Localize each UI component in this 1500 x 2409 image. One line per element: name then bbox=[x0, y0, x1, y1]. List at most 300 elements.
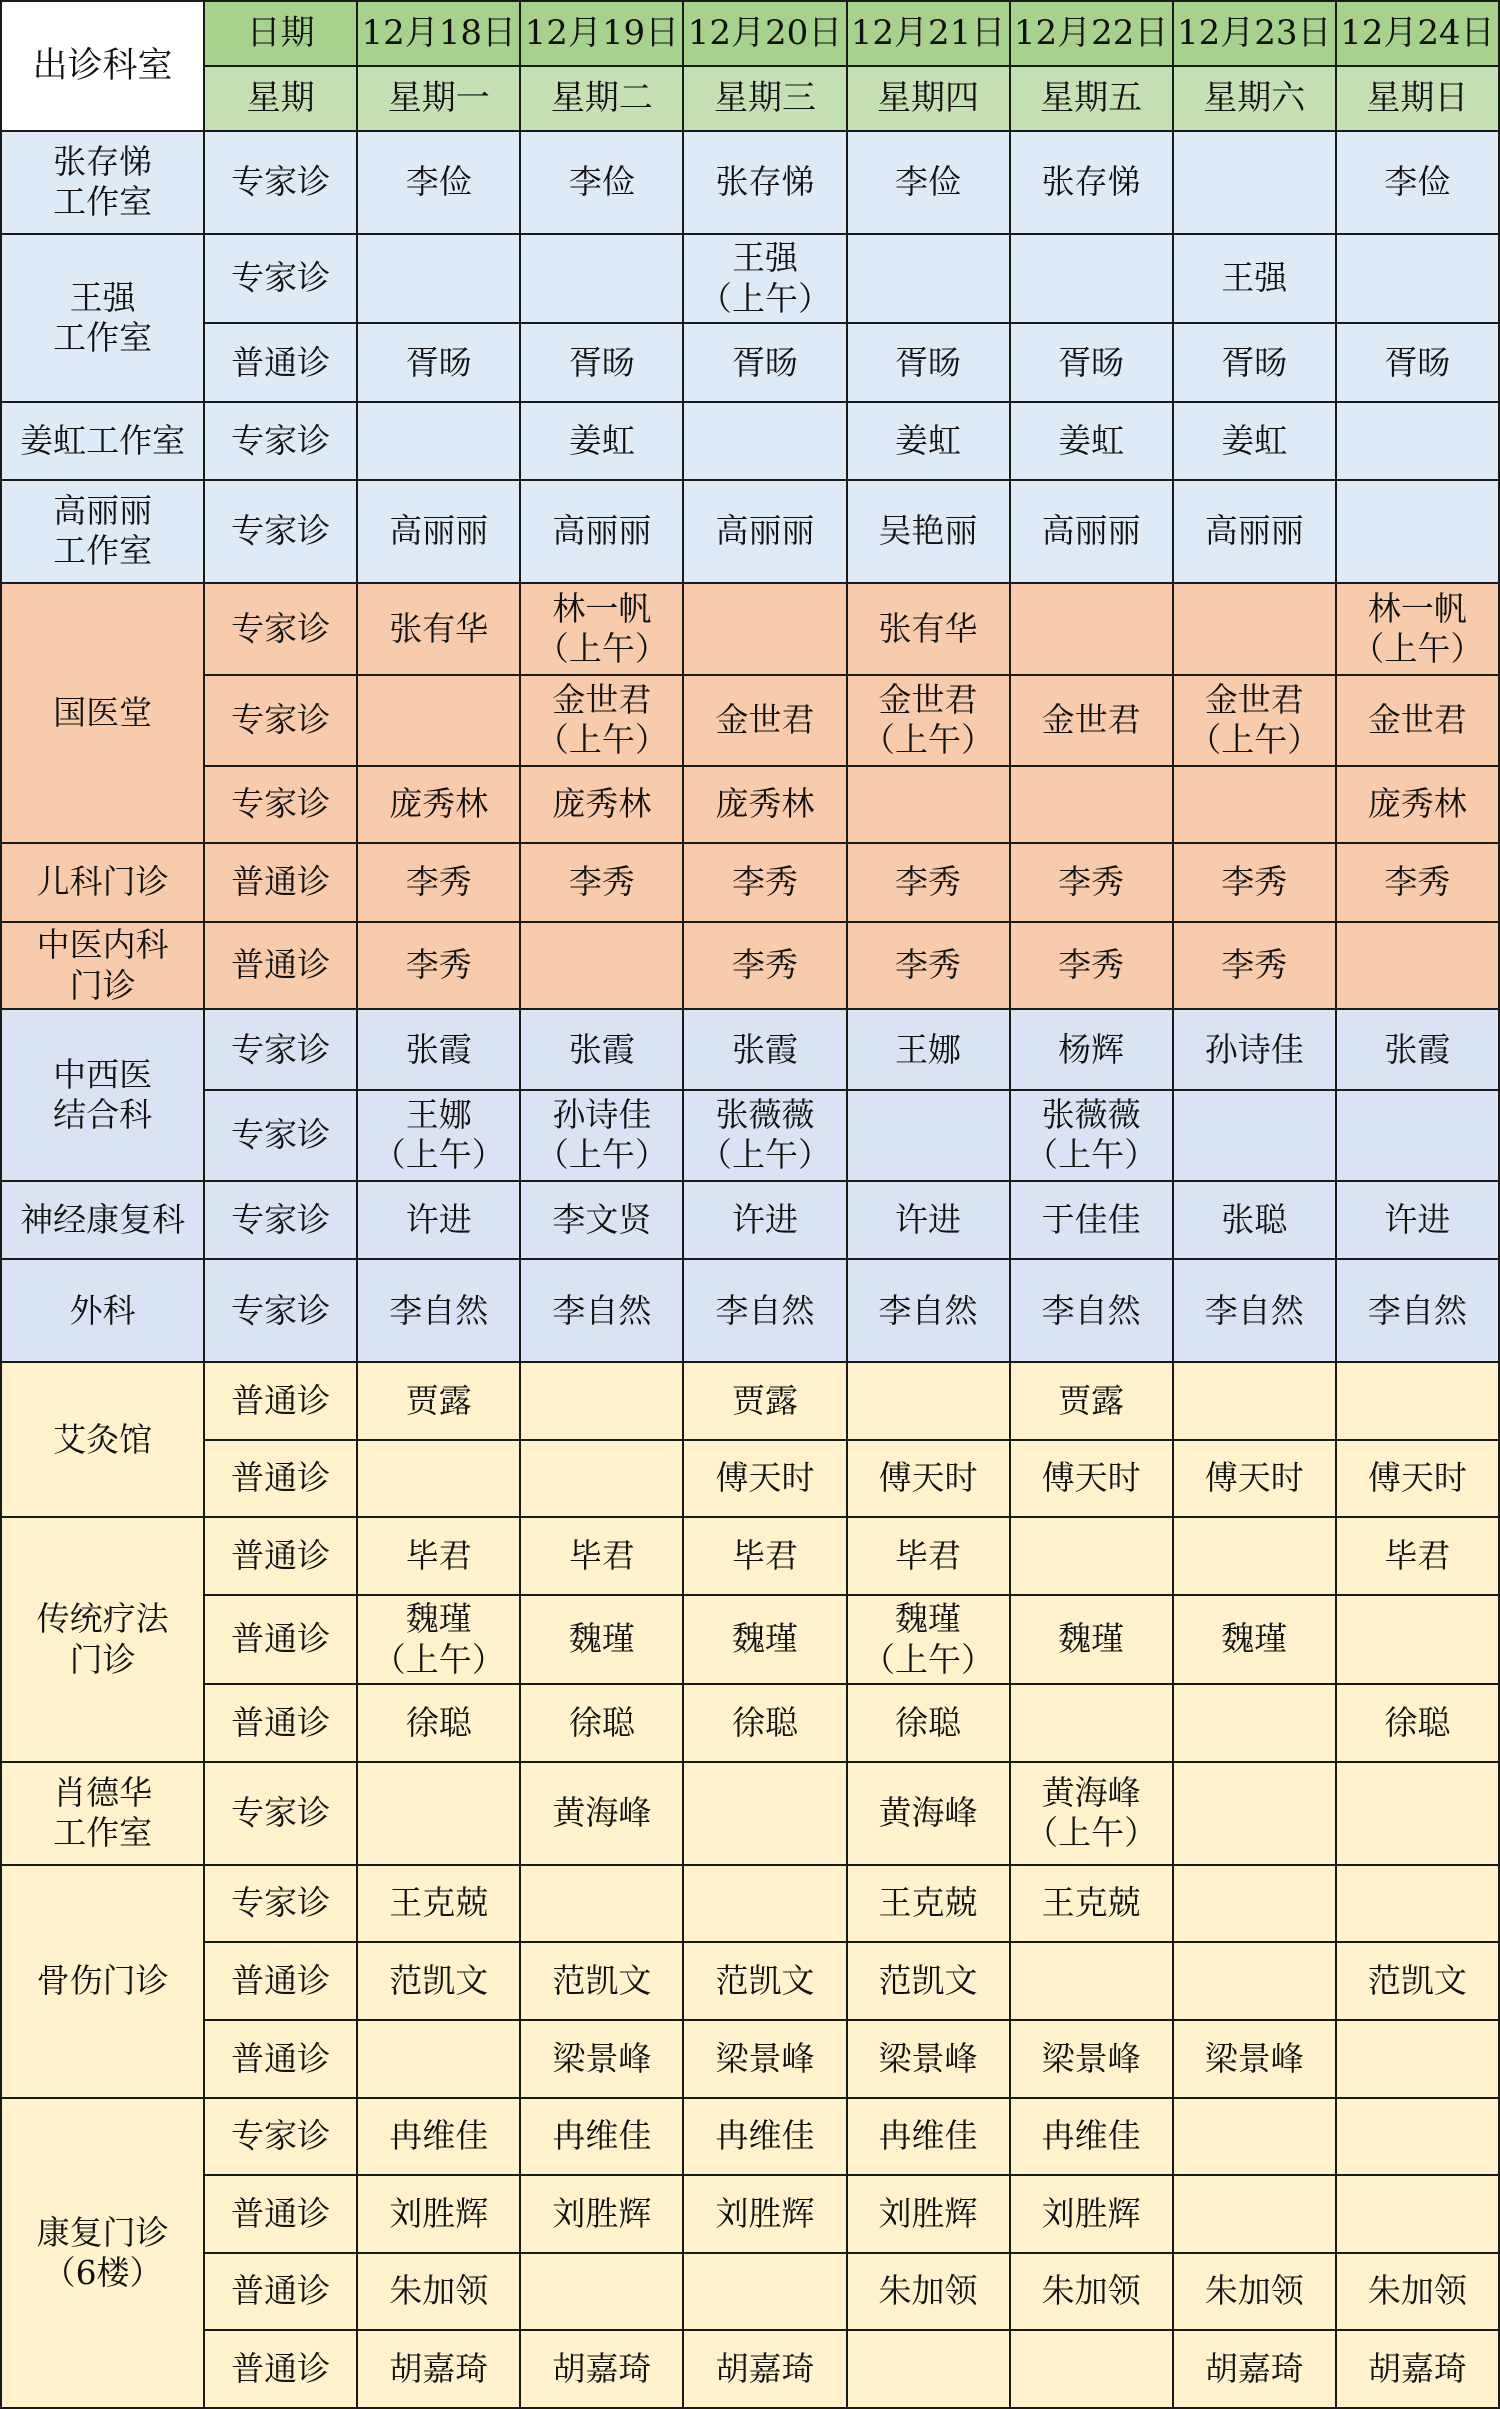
cell-text-line: 普通诊 bbox=[231, 1961, 331, 2001]
cell-text-line: （上午） bbox=[1025, 1135, 1158, 1175]
date-cell: 12月21日 bbox=[847, 1, 1010, 66]
doctor-cell bbox=[847, 1440, 1010, 1518]
cell-text-line: （上午） bbox=[535, 1135, 668, 1175]
doctor-cell bbox=[683, 323, 846, 402]
doctor-cell bbox=[683, 1181, 846, 1260]
cell-text-line: 普通诊 bbox=[231, 1458, 331, 1498]
visit-type-cell bbox=[204, 480, 357, 584]
department-cell bbox=[1, 1181, 204, 1260]
cell-text-line: 高丽丽 bbox=[389, 511, 489, 551]
cell-text-line: 专家诊 bbox=[231, 1290, 331, 1330]
cell-text-line: 许进 bbox=[1384, 1199, 1451, 1239]
doctor-cell bbox=[847, 2175, 1010, 2253]
doctor-cell bbox=[520, 1517, 683, 1595]
doctor-cell bbox=[520, 131, 683, 234]
doctor-cell bbox=[357, 480, 520, 584]
doctor-cell bbox=[1010, 1259, 1173, 1362]
cell-text-line: 李俭 bbox=[568, 162, 635, 202]
cell-text-line: （上午） bbox=[535, 629, 668, 669]
cell-text-line: 神经康复科 bbox=[20, 1199, 186, 1239]
department-cell bbox=[1, 1009, 204, 1180]
doctor-cell bbox=[1010, 402, 1173, 480]
schedule-row bbox=[1, 2253, 1499, 2331]
doctor-cell bbox=[1336, 2253, 1499, 2331]
doctor-cell bbox=[1010, 480, 1173, 584]
cell-text-line: （上午） bbox=[862, 1639, 995, 1679]
cell-text-line: 张霞 bbox=[405, 1029, 472, 1069]
date-cell: 12月22日 bbox=[1010, 1, 1173, 66]
doctor-cell bbox=[1336, 402, 1499, 480]
cell-text-line: 黄海峰 bbox=[878, 1793, 978, 1833]
cell-text-line: 姜虹 bbox=[568, 420, 635, 460]
date-cell: 12月23日 bbox=[1173, 1, 1336, 66]
doctor-cell bbox=[1173, 1684, 1336, 1762]
doctor-cell bbox=[520, 1090, 683, 1181]
cell-text-line: 王强 bbox=[69, 277, 136, 317]
cell-text-line: 胡嘉琦 bbox=[552, 2349, 652, 2388]
schedule-row bbox=[1, 675, 1499, 766]
schedule-row bbox=[1, 1517, 1499, 1595]
schedule-row bbox=[1, 234, 1499, 324]
schedule-row bbox=[1, 402, 1499, 480]
schedule-row bbox=[1, 1684, 1499, 1762]
cell-text-line: 冉维佳 bbox=[878, 2116, 978, 2156]
date-cell: 12月24日 bbox=[1336, 1, 1499, 66]
cell-text-line: 门诊 bbox=[69, 965, 136, 1005]
cell-text-line: 专家诊 bbox=[231, 1793, 331, 1833]
visit-type-cell bbox=[204, 766, 357, 844]
cell-text-line: 张薇薇 bbox=[715, 1095, 815, 1135]
cell-text-line: 张存悌 bbox=[53, 142, 153, 182]
cell-text-line: 胥旸 bbox=[731, 342, 798, 382]
cell-text-line: 李自然 bbox=[878, 1290, 978, 1330]
cell-text-line: 魏瑾 bbox=[1221, 1619, 1288, 1659]
cell-text-line: 魏瑾 bbox=[568, 1619, 635, 1659]
cell-text-line: 普通诊 bbox=[231, 1380, 331, 1420]
date-cell: 12月19日 bbox=[520, 1, 683, 66]
doctor-cell bbox=[520, 1259, 683, 1362]
date-cell: 12月20日 bbox=[683, 1, 846, 66]
cell-text-line: 康复门诊 bbox=[36, 2212, 169, 2252]
doctor-cell bbox=[1336, 2330, 1499, 2408]
doctor-cell bbox=[847, 1684, 1010, 1762]
cell-text-line: 李秀 bbox=[1221, 862, 1288, 902]
cell-text-line: 普通诊 bbox=[231, 2038, 331, 2078]
doctor-cell bbox=[1336, 323, 1499, 402]
schedule-row bbox=[1, 480, 1499, 584]
doctor-cell bbox=[847, 675, 1010, 766]
cell-text-line: 刘胜辉 bbox=[552, 2193, 652, 2233]
cell-text-line: （上午） bbox=[1025, 1813, 1158, 1853]
doctor-cell bbox=[1336, 1090, 1499, 1181]
doctor-cell bbox=[847, 234, 1010, 324]
cell-text-line: 儿科门诊 bbox=[36, 862, 169, 902]
doctor-cell bbox=[1173, 1517, 1336, 1595]
doctor-cell bbox=[1336, 2020, 1499, 2098]
cell-text-line: 普通诊 bbox=[231, 862, 331, 902]
doctor-cell bbox=[520, 234, 683, 324]
cell-text-line: 张存悌 bbox=[715, 162, 815, 202]
doctor-cell bbox=[1010, 1942, 1173, 2020]
doctor-cell bbox=[1336, 1684, 1499, 1762]
cell-text-line: 许进 bbox=[731, 1199, 798, 1239]
schedule-row bbox=[1, 1362, 1499, 1440]
cell-text-line: 冉维佳 bbox=[715, 2116, 815, 2156]
cell-text-line: 李秀 bbox=[895, 862, 962, 902]
doctor-cell bbox=[847, 131, 1010, 234]
cell-text-line: 朱加领 bbox=[878, 2271, 978, 2311]
doctor-cell bbox=[1173, 480, 1336, 584]
doctor-cell bbox=[847, 1181, 1010, 1260]
doctor-cell bbox=[847, 2020, 1010, 2098]
doctor-cell bbox=[1173, 1762, 1336, 1865]
doctor-cell bbox=[1010, 1362, 1173, 1440]
doctor-cell bbox=[847, 2098, 1010, 2176]
doctor-cell bbox=[683, 1517, 846, 1595]
doctor-cell bbox=[1336, 1181, 1499, 1260]
doctor-cell bbox=[847, 1259, 1010, 1362]
doctor-cell bbox=[683, 1362, 846, 1440]
doctor-cell bbox=[1010, 2020, 1173, 2098]
doctor-cell bbox=[847, 583, 1010, 675]
doctor-cell bbox=[1336, 1865, 1499, 1943]
cell-text-line: 中西医 bbox=[53, 1054, 153, 1094]
department-cell bbox=[1, 843, 204, 922]
visit-type-cell bbox=[204, 323, 357, 402]
cell-text-line: 张有华 bbox=[878, 609, 978, 648]
doctor-cell bbox=[357, 1865, 520, 1943]
cell-text-line: 王克兢 bbox=[389, 1883, 489, 1923]
doctor-cell bbox=[520, 1684, 683, 1762]
doctor-cell bbox=[1173, 234, 1336, 324]
cell-text-line: 魏瑾 bbox=[895, 1599, 962, 1639]
cell-text-line: 普通诊 bbox=[231, 2349, 331, 2388]
doctor-cell bbox=[1173, 922, 1336, 1010]
doctor-cell bbox=[1010, 583, 1173, 675]
cell-text-line: 李秀 bbox=[405, 945, 472, 985]
cell-text-line: 骨伤门诊 bbox=[36, 1961, 169, 2001]
cell-text-line: 外科 bbox=[69, 1290, 136, 1330]
cell-text-line: 专家诊 bbox=[231, 511, 331, 551]
cell-text-line: 李秀 bbox=[1221, 945, 1288, 985]
cell-text-line: 专家诊 bbox=[231, 784, 331, 824]
visit-type-cell bbox=[204, 1762, 357, 1865]
header-weekday-row bbox=[1, 66, 1499, 130]
doctor-cell bbox=[1010, 234, 1173, 324]
cell-text-line: 李俭 bbox=[1384, 162, 1451, 202]
doctor-cell bbox=[1173, 2098, 1336, 2176]
cell-text-line: 范凯文 bbox=[715, 1961, 815, 2001]
cell-text-line: 庞秀林 bbox=[715, 784, 815, 824]
doctor-cell bbox=[357, 2098, 520, 2176]
doctor-cell bbox=[847, 1517, 1010, 1595]
cell-text-line: 普通诊 bbox=[231, 2193, 331, 2233]
visit-type-cell bbox=[204, 843, 357, 922]
cell-text-line: 张存悌 bbox=[1041, 162, 1141, 202]
doctor-cell bbox=[1173, 1259, 1336, 1362]
cell-text-line: 姜虹 bbox=[1221, 420, 1288, 460]
cell-text-line: 李秀 bbox=[405, 862, 472, 902]
doctor-cell bbox=[357, 583, 520, 675]
cell-text-line: 专家诊 bbox=[231, 2116, 331, 2156]
weekday-cell: 星期二 bbox=[520, 66, 683, 130]
cell-text-line: 专家诊 bbox=[231, 258, 331, 298]
doctor-cell bbox=[1173, 2330, 1336, 2408]
doctor-cell bbox=[683, 1684, 846, 1762]
department-cell bbox=[1, 402, 204, 480]
cell-text-line: （上午） bbox=[698, 1135, 831, 1175]
cell-text-line: 张薇薇 bbox=[1041, 1095, 1141, 1135]
cell-text-line: 李秀 bbox=[731, 862, 798, 902]
doctor-cell bbox=[1336, 1942, 1499, 2020]
cell-text-line: 高丽丽 bbox=[1204, 511, 1304, 551]
visit-type-cell bbox=[204, 2175, 357, 2253]
visit-type-cell bbox=[204, 675, 357, 766]
cell-text-line: 李秀 bbox=[895, 945, 962, 985]
doctor-cell bbox=[357, 2175, 520, 2253]
doctor-cell bbox=[1173, 131, 1336, 234]
doctor-cell bbox=[1336, 131, 1499, 234]
visit-type-cell bbox=[204, 1865, 357, 1943]
cell-text-line: 梁景峰 bbox=[715, 2038, 815, 2078]
doctor-cell bbox=[1336, 2175, 1499, 2253]
doctor-cell bbox=[520, 1595, 683, 1685]
doctor-cell bbox=[357, 402, 520, 480]
cell-text-line: 金世君 bbox=[1204, 680, 1304, 720]
cell-text-line: （6楼） bbox=[42, 2252, 163, 2292]
cell-text-line: 梁景峰 bbox=[878, 2038, 978, 2078]
doctor-cell bbox=[683, 480, 846, 584]
department-cell bbox=[1, 234, 204, 402]
visit-type-cell bbox=[204, 402, 357, 480]
cell-text-line: 普通诊 bbox=[231, 1619, 331, 1659]
doctor-cell bbox=[1010, 2253, 1173, 2331]
cell-text-line: 金世君 bbox=[715, 700, 815, 740]
doctor-cell bbox=[357, 675, 520, 766]
doctor-cell bbox=[1336, 1440, 1499, 1518]
cell-text-line: 工作室 bbox=[53, 182, 153, 222]
cell-text-line: （上午） bbox=[862, 720, 995, 760]
cell-text-line: 傅天时 bbox=[715, 1458, 815, 1498]
cell-text-line: 徐聪 bbox=[895, 1703, 962, 1743]
doctor-cell bbox=[520, 1942, 683, 2020]
cell-text-line: 张霞 bbox=[1384, 1029, 1451, 1069]
schedule-row bbox=[1, 2098, 1499, 2176]
doctor-cell bbox=[847, 1595, 1010, 1685]
cell-text-line: 肖德华 bbox=[53, 1773, 153, 1813]
cell-text-line: 范凯文 bbox=[1367, 1961, 1467, 2001]
cell-text-line: 傅天时 bbox=[878, 1458, 978, 1498]
schedule-row bbox=[1, 1090, 1499, 1181]
doctor-cell bbox=[683, 583, 846, 675]
cell-text-line: 冉维佳 bbox=[1041, 2116, 1141, 2156]
cell-text-line: 专家诊 bbox=[231, 420, 331, 460]
cell-text-line: 普通诊 bbox=[231, 2271, 331, 2311]
doctor-cell bbox=[520, 1440, 683, 1518]
cell-text-line: 李俭 bbox=[405, 162, 472, 202]
doctor-cell bbox=[1336, 1362, 1499, 1440]
cell-text-line: 魏瑾 bbox=[405, 1599, 472, 1639]
doctor-cell bbox=[357, 1684, 520, 1762]
cell-text-line: 胡嘉琦 bbox=[715, 2349, 815, 2388]
cell-text-line: 刘胜辉 bbox=[1041, 2193, 1141, 2233]
schedule-row bbox=[1, 323, 1499, 402]
cell-text-line: 傅天时 bbox=[1367, 1458, 1467, 1498]
doctor-cell bbox=[520, 843, 683, 922]
department-cell bbox=[1, 131, 204, 234]
doctor-cell bbox=[357, 1942, 520, 2020]
doctor-cell bbox=[357, 922, 520, 1010]
doctor-cell bbox=[1173, 1090, 1336, 1181]
cell-text-line: 李自然 bbox=[1041, 1290, 1141, 1330]
department-cell bbox=[1, 480, 204, 584]
doctor-cell bbox=[357, 323, 520, 402]
cell-text-line: 冉维佳 bbox=[389, 2116, 489, 2156]
doctor-cell bbox=[683, 922, 846, 1010]
visit-type-cell bbox=[204, 1595, 357, 1685]
cell-text-line: 胡嘉琦 bbox=[1367, 2349, 1467, 2388]
doctor-cell bbox=[520, 323, 683, 402]
doctor-cell bbox=[520, 1762, 683, 1865]
doctor-cell bbox=[683, 843, 846, 922]
doctor-cell bbox=[520, 2330, 683, 2408]
doctor-cell bbox=[847, 1942, 1010, 2020]
cell-text-line: 李秀 bbox=[731, 945, 798, 985]
doctor-cell bbox=[1173, 766, 1336, 844]
cell-text-line: 李文贤 bbox=[552, 1199, 652, 1239]
cell-text-line: 胥旸 bbox=[1384, 342, 1451, 382]
visit-type-cell bbox=[204, 1942, 357, 2020]
schedule-row bbox=[1, 1762, 1499, 1865]
doctor-cell bbox=[683, 1762, 846, 1865]
doctor-cell bbox=[520, 2253, 683, 2331]
cell-text-line: 普通诊 bbox=[231, 945, 331, 985]
visit-type-cell bbox=[204, 1090, 357, 1181]
doctor-cell bbox=[1173, 1440, 1336, 1518]
cell-text-line: 高丽丽 bbox=[53, 491, 153, 531]
doctor-cell bbox=[1010, 1595, 1173, 1685]
cell-text-line: 李俭 bbox=[895, 162, 962, 202]
doctor-cell bbox=[847, 323, 1010, 402]
doctor-cell bbox=[683, 2175, 846, 2253]
cell-text-line: 中医内科 bbox=[36, 925, 169, 965]
doctor-cell bbox=[1010, 2098, 1173, 2176]
schedule-row bbox=[1, 1259, 1499, 1362]
cell-text-line: 黄海峰 bbox=[552, 1793, 652, 1833]
doctor-cell bbox=[1010, 922, 1173, 1010]
cell-text-line: 许进 bbox=[405, 1199, 472, 1239]
cell-text-line: 徐聪 bbox=[731, 1703, 798, 1743]
schedule-row bbox=[1, 922, 1499, 1010]
visit-type-cell bbox=[204, 2253, 357, 2331]
doctor-cell bbox=[1173, 323, 1336, 402]
doctor-cell bbox=[1336, 1762, 1499, 1865]
visit-type-cell bbox=[204, 583, 357, 675]
cell-text-line: 刘胜辉 bbox=[878, 2193, 978, 2233]
visit-type-cell bbox=[204, 922, 357, 1010]
schedule-row bbox=[1, 2020, 1499, 2098]
cell-text-line: 胥旸 bbox=[405, 342, 472, 382]
doctor-cell bbox=[357, 2253, 520, 2331]
doctor-cell bbox=[357, 1181, 520, 1260]
schedule-row bbox=[1, 1009, 1499, 1090]
doctor-cell bbox=[683, 1009, 846, 1090]
doctor-cell bbox=[847, 843, 1010, 922]
doctor-cell bbox=[357, 1762, 520, 1865]
cell-text-line: 范凯文 bbox=[878, 1961, 978, 2001]
doctor-cell bbox=[683, 675, 846, 766]
doctor-cell bbox=[1336, 1517, 1499, 1595]
cell-text-line: 朱加领 bbox=[1367, 2271, 1467, 2311]
doctor-cell bbox=[1336, 583, 1499, 675]
schedule-row bbox=[1, 583, 1499, 675]
cell-text-line: 王强 bbox=[1221, 258, 1288, 298]
cell-text-line: 庞秀林 bbox=[389, 784, 489, 824]
schedule-row bbox=[1, 2175, 1499, 2253]
cell-text-line: 毕君 bbox=[1384, 1535, 1451, 1575]
cell-text-line: 杨辉 bbox=[1058, 1029, 1125, 1069]
visit-type-cell bbox=[204, 1517, 357, 1595]
cell-text-line: （上午） bbox=[372, 1135, 505, 1175]
doctor-cell bbox=[847, 1362, 1010, 1440]
doctor-cell bbox=[1010, 843, 1173, 922]
cell-text-line: 范凯文 bbox=[389, 1961, 489, 2001]
doctor-cell bbox=[847, 922, 1010, 1010]
doctor-cell bbox=[683, 2253, 846, 2331]
cell-text-line: 王娜 bbox=[895, 1029, 962, 1069]
doctor-cell bbox=[1173, 1181, 1336, 1260]
visit-type-cell bbox=[204, 1684, 357, 1762]
cell-text-line: 许进 bbox=[895, 1199, 962, 1239]
doctor-cell bbox=[357, 843, 520, 922]
doctor-cell bbox=[683, 1942, 846, 2020]
cell-text-line: 梁景峰 bbox=[1041, 2038, 1141, 2078]
doctor-cell bbox=[1173, 843, 1336, 922]
cell-text-line: （上午） bbox=[372, 1639, 505, 1679]
cell-text-line: 专家诊 bbox=[231, 1199, 331, 1239]
doctor-cell bbox=[1010, 766, 1173, 844]
cell-text-line: 李自然 bbox=[389, 1290, 489, 1330]
doctor-cell bbox=[1010, 1181, 1173, 1260]
doctor-cell bbox=[1010, 1009, 1173, 1090]
doctor-cell bbox=[520, 922, 683, 1010]
cell-text-line: 专家诊 bbox=[231, 1115, 331, 1155]
doctor-cell bbox=[357, 1595, 520, 1685]
doctor-cell bbox=[520, 766, 683, 844]
cell-text-line: 黄海峰 bbox=[1041, 1773, 1141, 1813]
cell-text-line: 梁景峰 bbox=[1204, 2038, 1304, 2078]
doctor-cell bbox=[520, 1362, 683, 1440]
doctor-cell bbox=[1010, 323, 1173, 402]
cell-text-line: 范凯文 bbox=[552, 1961, 652, 2001]
doctor-cell bbox=[683, 1259, 846, 1362]
doctor-cell bbox=[1010, 1865, 1173, 1943]
department-cell bbox=[1, 1762, 204, 1865]
cell-text-line: 毕君 bbox=[731, 1535, 798, 1575]
doctor-cell bbox=[520, 480, 683, 584]
cell-text-line: 专家诊 bbox=[231, 609, 331, 648]
doctor-cell bbox=[847, 1865, 1010, 1943]
schedule-row bbox=[1, 131, 1499, 234]
department-cell bbox=[1, 1259, 204, 1362]
doctor-cell bbox=[1336, 2098, 1499, 2176]
doctor-cell bbox=[1173, 1942, 1336, 2020]
cell-text-line: 贾露 bbox=[1058, 1380, 1125, 1420]
cell-text-line: 专家诊 bbox=[231, 700, 331, 740]
cell-text-line: 李自然 bbox=[552, 1290, 652, 1330]
doctor-cell bbox=[1010, 2175, 1173, 2253]
department-cell bbox=[1, 2098, 204, 2408]
